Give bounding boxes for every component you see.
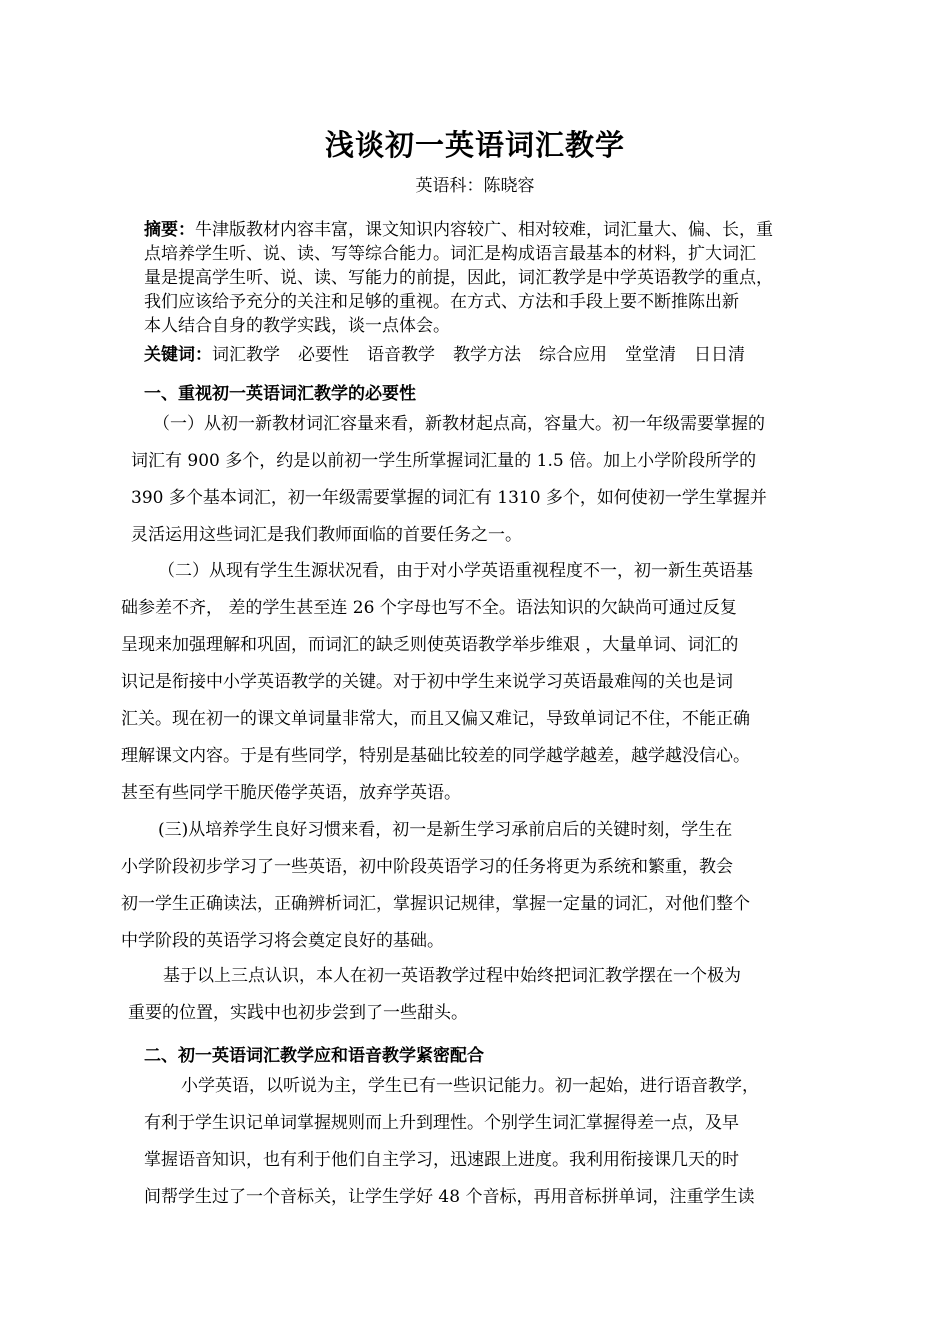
abstract-label: 摘要： bbox=[144, 220, 195, 240]
abstract-line: 本人结合自身的教学实践，谈一点体会。 bbox=[144, 316, 450, 336]
keyword: 堂堂清 bbox=[625, 345, 676, 365]
paragraph-line: 小学阶段初步学习了一些英语，初中阶段英语学习的任务将更为系统和繁重，教会 bbox=[121, 857, 733, 877]
paragraph-line: 390 多个基本词汇，初一年级需要掌握的词汇有 1310 多个，如何使初一学生掌握并 bbox=[131, 488, 767, 508]
paragraph-4 bbox=[128, 958, 818, 1032]
paragraph-1 bbox=[131, 406, 813, 554]
abstract bbox=[144, 218, 808, 338]
section-heading-1: 一、重视初一英语词汇教学的必要性 bbox=[144, 384, 416, 404]
keyword: 词汇教学 bbox=[212, 345, 280, 365]
document-title: 浅谈初一英语词汇教学 bbox=[324, 128, 625, 162]
keyword: 日日清 bbox=[694, 345, 745, 365]
paragraph-line: (三)从培养学生良好习惯来看，初一是新生学习承前启后的关键时刻，学生在 bbox=[158, 820, 733, 840]
paragraph-line: 础参差不齐， 差的学生甚至连 26 个字母也写不全。语法知识的欠缺尚可通过反复 bbox=[121, 598, 737, 618]
paragraph-line: 小学英语，以听说为主，学生已有一些识记能力。初一起始，进行语音教学， bbox=[181, 1076, 759, 1096]
paragraph-line: （一）从初一新教材词汇容量来看，新教材起点高，容量大。初一年级需要掌握的 bbox=[153, 414, 765, 434]
paragraph-line: 汇关。现在初一的课文单词量非常大，而且又偏又难记，导致单词记不住，不能正确 bbox=[121, 709, 750, 729]
paragraph-line: 中学阶段的英语学习将会奠定良好的基础。 bbox=[121, 931, 444, 951]
paragraph-5 bbox=[144, 1068, 810, 1216]
paragraph-line: 掌握语音知识，也有利于他们自主学习，迅速跟上进度。我利用衔接课几天的时 bbox=[144, 1150, 739, 1170]
paragraph-line: 灵活运用这些词汇是我们教师面临的首要任务之一。 bbox=[131, 525, 522, 545]
paragraph-line: 识记是衔接中小学英语教学的关键。对于初中学生来说学习英语最难闯的关也是词 bbox=[121, 672, 733, 692]
abstract-line: 我们应该给予充分的关注和足够的重视。在方式、方法和手段上要不断推陈出新 bbox=[144, 292, 739, 312]
paragraph-line: 间帮学生过了一个音标关，让学生学好 48 个音标，再用音标拼单词，注重学生读 bbox=[144, 1187, 755, 1207]
author-line: 英语科：陈晓容 bbox=[415, 176, 535, 196]
keyword: 语音教学 bbox=[367, 345, 435, 365]
paragraph-line: 甚至有些同学干脆厌倦学英语，放弃学英语。 bbox=[121, 783, 461, 803]
paragraph-line: （二）从现有学生生源状况看，由于对小学英语重视程度不一，初一新生英语基 bbox=[158, 561, 753, 581]
paragraph-line: 初一学生正确读法，正确辨析词汇，掌握识记规律，掌握一定量的词汇，对他们整个 bbox=[121, 894, 750, 914]
paragraph-3 bbox=[121, 812, 811, 960]
paragraph-line: 重要的位置，实践中也初步尝到了一些甜头。 bbox=[128, 1003, 468, 1023]
abstract-line: 牛津版教材内容丰富，课文知识内容较广、相对较难，词汇量大、偏、长，重 bbox=[195, 220, 773, 240]
keyword: 教学方法 bbox=[453, 345, 521, 365]
abstract-line: 量是提高学生听、说、读、写能力的前提，因此，词汇教学是中学英语教学的重点， bbox=[144, 268, 773, 288]
paragraph-line: 基于以上三点认识，本人在初一英语教学过程中始终把词汇教学摆在一个极为 bbox=[163, 966, 741, 986]
paragraph-line: 有利于学生识记单词掌握规则而上升到理性。个别学生词汇掌握得差一点，及早 bbox=[144, 1113, 739, 1133]
keywords-label: 关键词： bbox=[144, 345, 212, 365]
abstract-line: 点培养学生听、说、读、写等综合能力。词汇是构成语言最基本的材料，扩大词汇 bbox=[144, 244, 756, 264]
paragraph-2 bbox=[121, 553, 811, 812]
section-heading-2: 二、初一英语词汇教学应和语音教学紧密配合 bbox=[144, 1046, 484, 1066]
keywords bbox=[144, 343, 808, 367]
paragraph-line: 词汇有 900 多个，约是以前初一学生所掌握词汇量的 1.5 倍。加上小学阶段所学的 bbox=[131, 451, 757, 471]
paragraph-line: 理解课文内容。于是有些同学，特别是基础比较差的同学越学越差，越学越没信心。 bbox=[121, 746, 750, 766]
keyword: 必要性 bbox=[298, 345, 349, 365]
paragraph-line: 呈现来加强理解和巩固，而词汇的缺乏则使英语教学举步维艰 ，大量单词、词汇的 bbox=[121, 635, 739, 655]
keyword: 综合应用 bbox=[539, 345, 607, 365]
